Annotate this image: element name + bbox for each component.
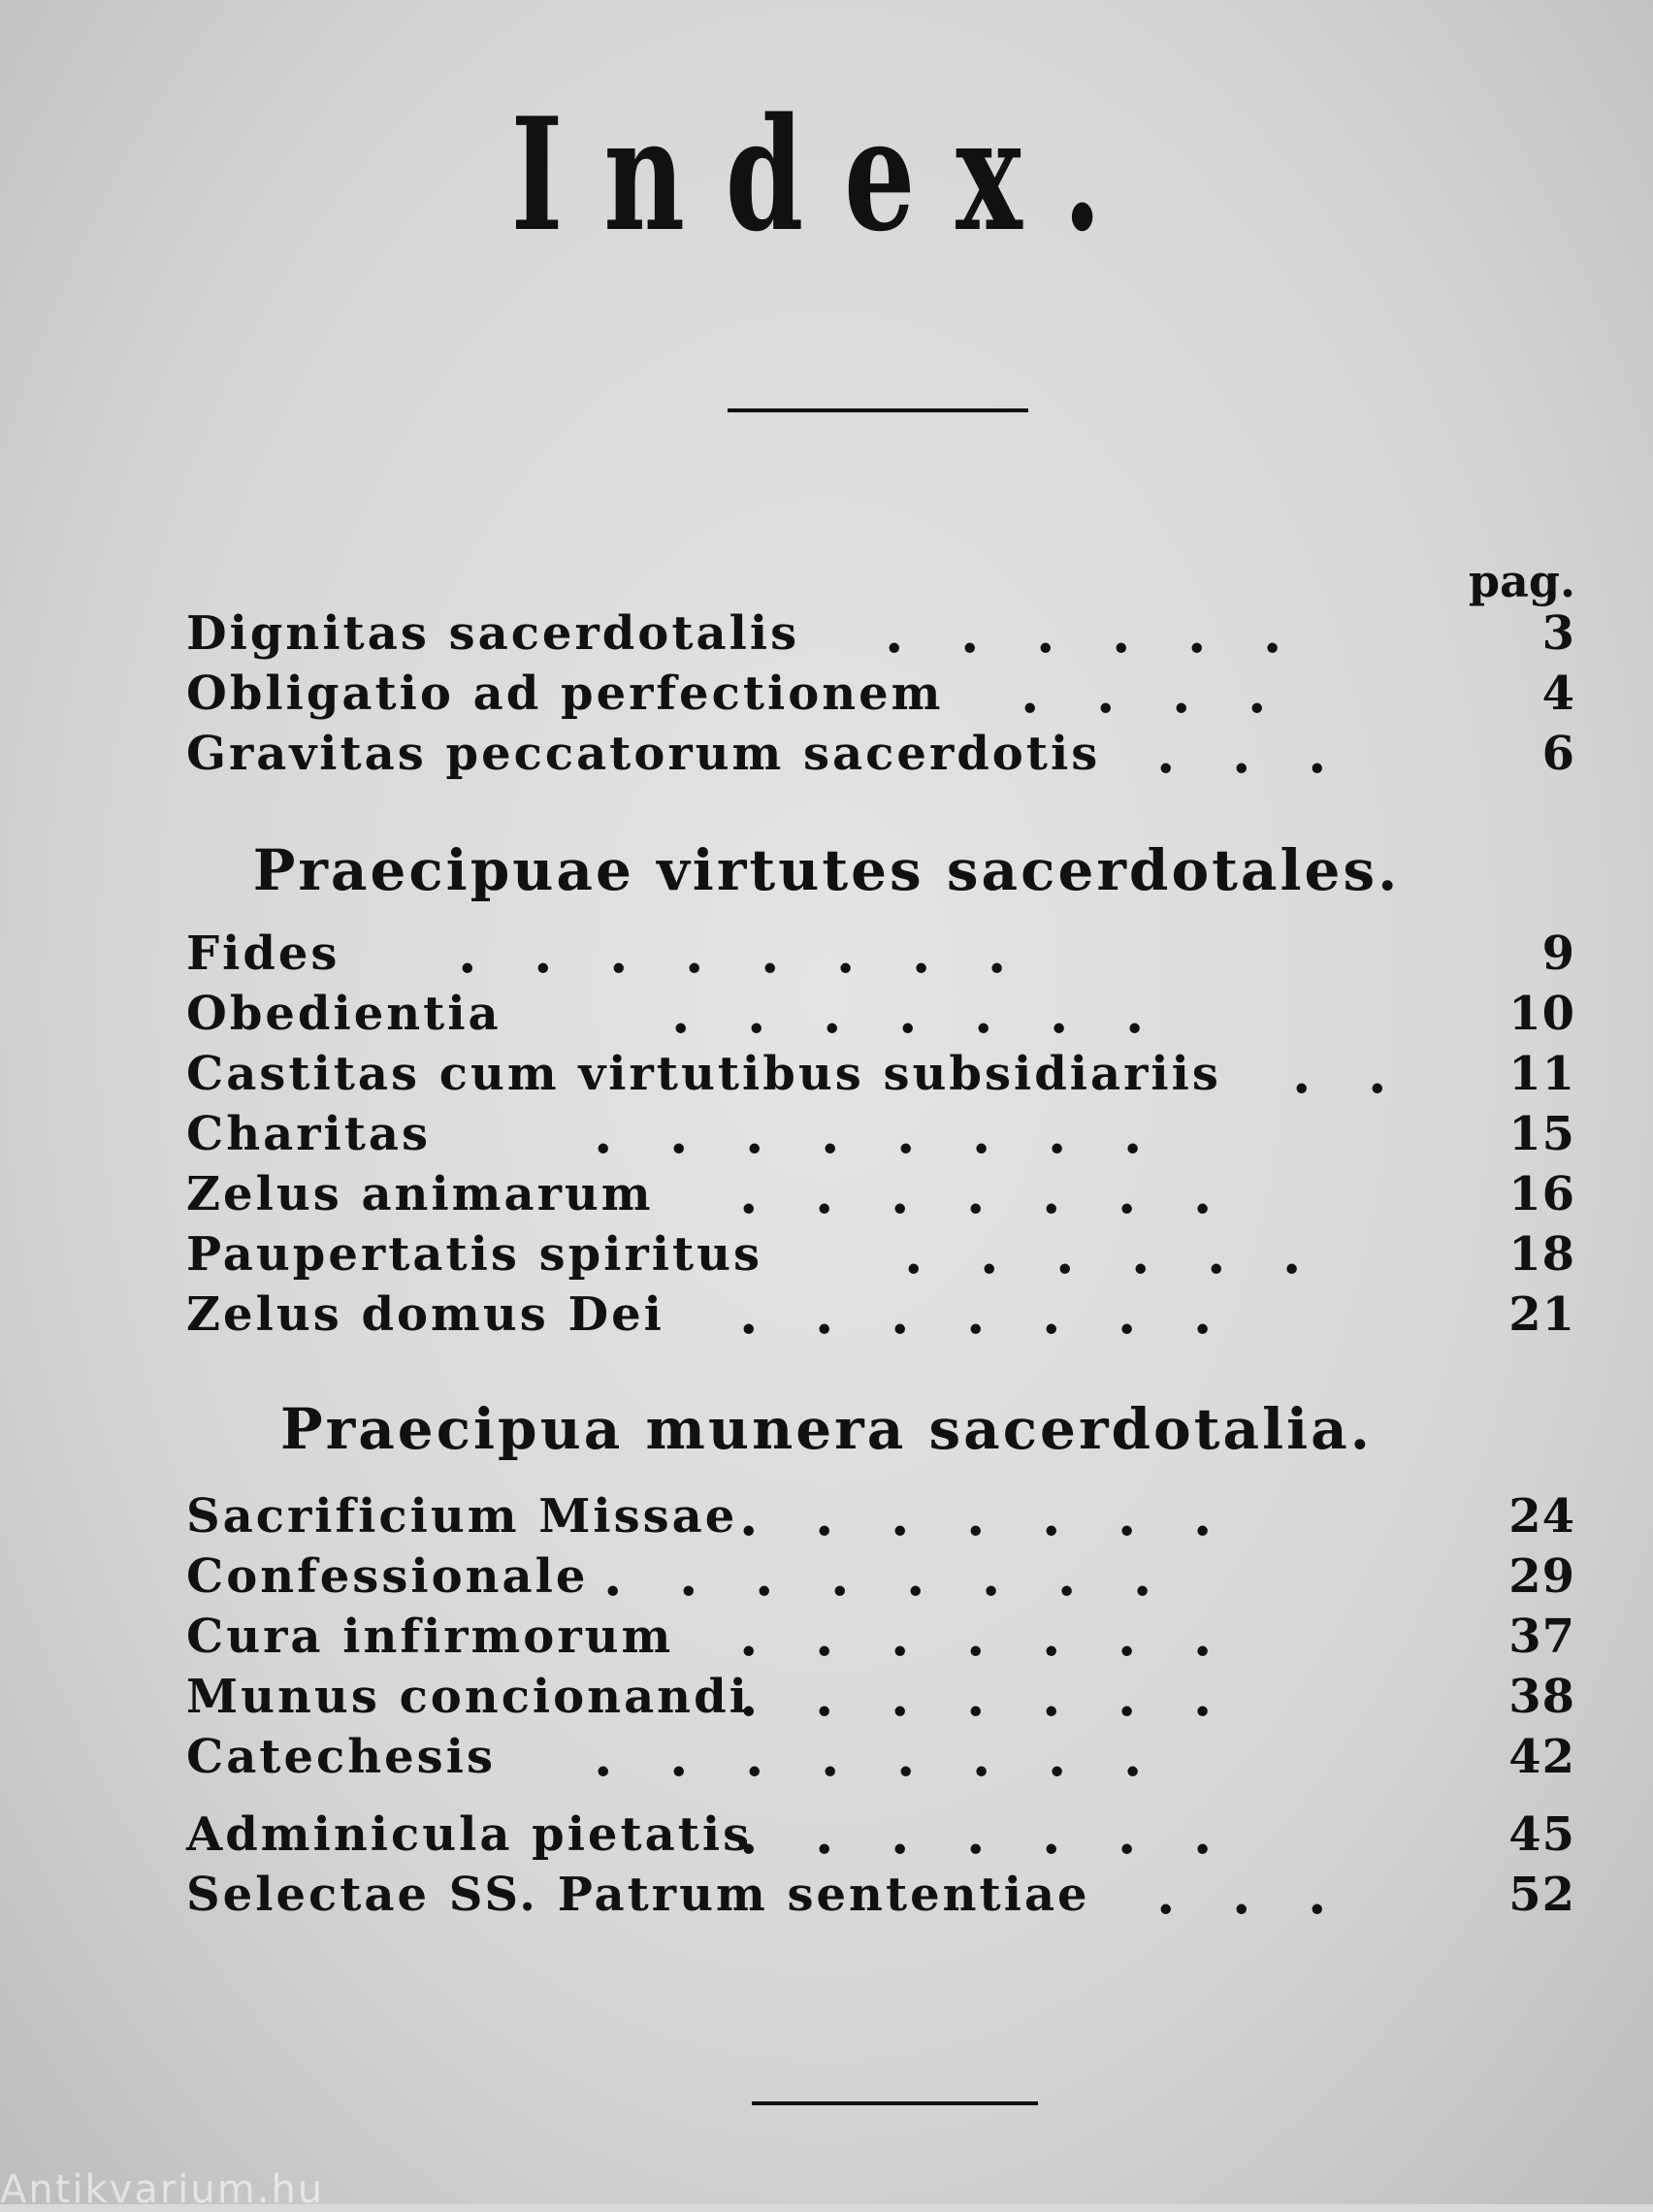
toc-entry-page: 38 (1508, 1670, 1575, 1724)
toc-entry (186, 1104, 1575, 1164)
toc-entry-label: Obedientia (186, 987, 502, 1041)
toc-entry (186, 664, 1575, 724)
toc-entry-label: Gravitas peccatorum sacerdotis (186, 727, 1101, 781)
leader-dots: . . . . . . . (739, 1162, 1213, 1226)
toc-entry-page: 45 (1508, 1807, 1575, 1862)
leader-dots: . . . . . . (885, 602, 1282, 666)
toc-entry-page: 6 (1541, 727, 1575, 781)
leader-dots: . . . . . . . . (594, 1725, 1143, 1789)
toc-entry (186, 924, 1575, 984)
leader-dots: . . . (1156, 1863, 1327, 1927)
leader-dots: . . . . . . . . (603, 1545, 1152, 1609)
toc-entry (186, 724, 1575, 784)
toc-entry-page: 52 (1508, 1868, 1575, 1922)
leader-dots: . . . . . . . (739, 1484, 1213, 1548)
section-heading-duties: Praecipua munera sacerdotalia. (280, 1396, 1373, 1462)
toc-entry-label: Zelus domus Dei (186, 1287, 664, 1342)
leader-dots: . . . . . . . (739, 1283, 1213, 1347)
toc-entry-page: 16 (1508, 1167, 1575, 1221)
toc-entry-page: 42 (1508, 1730, 1575, 1784)
toc-entry-page: 9 (1541, 927, 1575, 981)
toc-entry (186, 1486, 1575, 1546)
toc-entry (186, 1285, 1575, 1345)
toc-entry-label: Dignitas sacerdotalis (186, 606, 800, 661)
leader-dots: . . . . . . . (739, 1803, 1213, 1867)
title-rule (728, 408, 1028, 412)
leader-dots: . . . . . . . (671, 982, 1145, 1046)
toc-entry-page: 15 (1508, 1107, 1575, 1161)
toc-entry-page: 21 (1508, 1287, 1575, 1342)
toc-entry-label: Zelus animarum (186, 1167, 654, 1221)
index-title: Index. (510, 83, 1143, 266)
toc-entry-page: 3 (1541, 606, 1575, 661)
toc-entry-page: 24 (1508, 1489, 1575, 1544)
toc-entry-label: Paupertatis spiritus (186, 1227, 763, 1282)
toc-entry-label: Cura infirmorum (186, 1610, 674, 1664)
leader-dots: . . . . . . . (739, 1665, 1213, 1729)
leader-dots: . . . (1156, 722, 1327, 786)
toc-entry-label: Selectae SS. Patrum sententiae (186, 1868, 1090, 1922)
toc-entry (186, 1546, 1575, 1607)
toc-entry-label: Charitas (186, 1107, 432, 1161)
toc-entry (186, 1805, 1575, 1865)
leader-dots: . . . . . . . (739, 1605, 1213, 1669)
page-column-header: pag. (1468, 555, 1575, 607)
toc-entry (186, 603, 1575, 664)
toc-entry (186, 1667, 1575, 1727)
toc-entry-page: 18 (1508, 1227, 1575, 1282)
toc-entry-label: Confessionale (186, 1549, 589, 1604)
toc-entry-page: 10 (1508, 987, 1575, 1041)
toc-entry (186, 1164, 1575, 1224)
toc-entry-label: Fides (186, 927, 340, 981)
toc-entry-page: 4 (1541, 667, 1575, 721)
leader-dots: . . . . . . (904, 1222, 1302, 1286)
toc-entry-label: Obligatio ad perfectionem (186, 667, 944, 721)
leader-dots: . . (1292, 1042, 1387, 1106)
toc-entry (186, 1865, 1575, 1925)
toc-entry-label: Castitas cum virtutibus subsidiariis (186, 1047, 1221, 1101)
closing-rule (752, 2101, 1038, 2105)
toc-entry-label: Sacrificium Missae (186, 1489, 738, 1544)
watermark: Antikvarium.hu (0, 2167, 325, 2212)
toc-entry (186, 1224, 1575, 1285)
toc-entry (186, 1044, 1575, 1104)
toc-entry-page: 37 (1508, 1610, 1575, 1664)
section-heading-virtues: Praecipuae virtutes sacerdotales. (252, 837, 1401, 903)
leader-dots: . . . . . . . . (594, 1102, 1143, 1166)
toc-entry-label: Munus concionandi (186, 1670, 750, 1724)
leader-dots: . . . . . . . . (458, 922, 1007, 986)
toc-entry (186, 1607, 1575, 1667)
toc-entry (186, 984, 1575, 1044)
toc-entry-label: Catechesis (186, 1730, 496, 1784)
leader-dots: . . . . (1021, 662, 1267, 726)
toc-entry-label: Adminicula pietatis (186, 1807, 753, 1862)
toc-entry-page: 29 (1508, 1549, 1575, 1604)
toc-entry-page: 11 (1508, 1047, 1575, 1101)
toc-entry (186, 1727, 1575, 1787)
